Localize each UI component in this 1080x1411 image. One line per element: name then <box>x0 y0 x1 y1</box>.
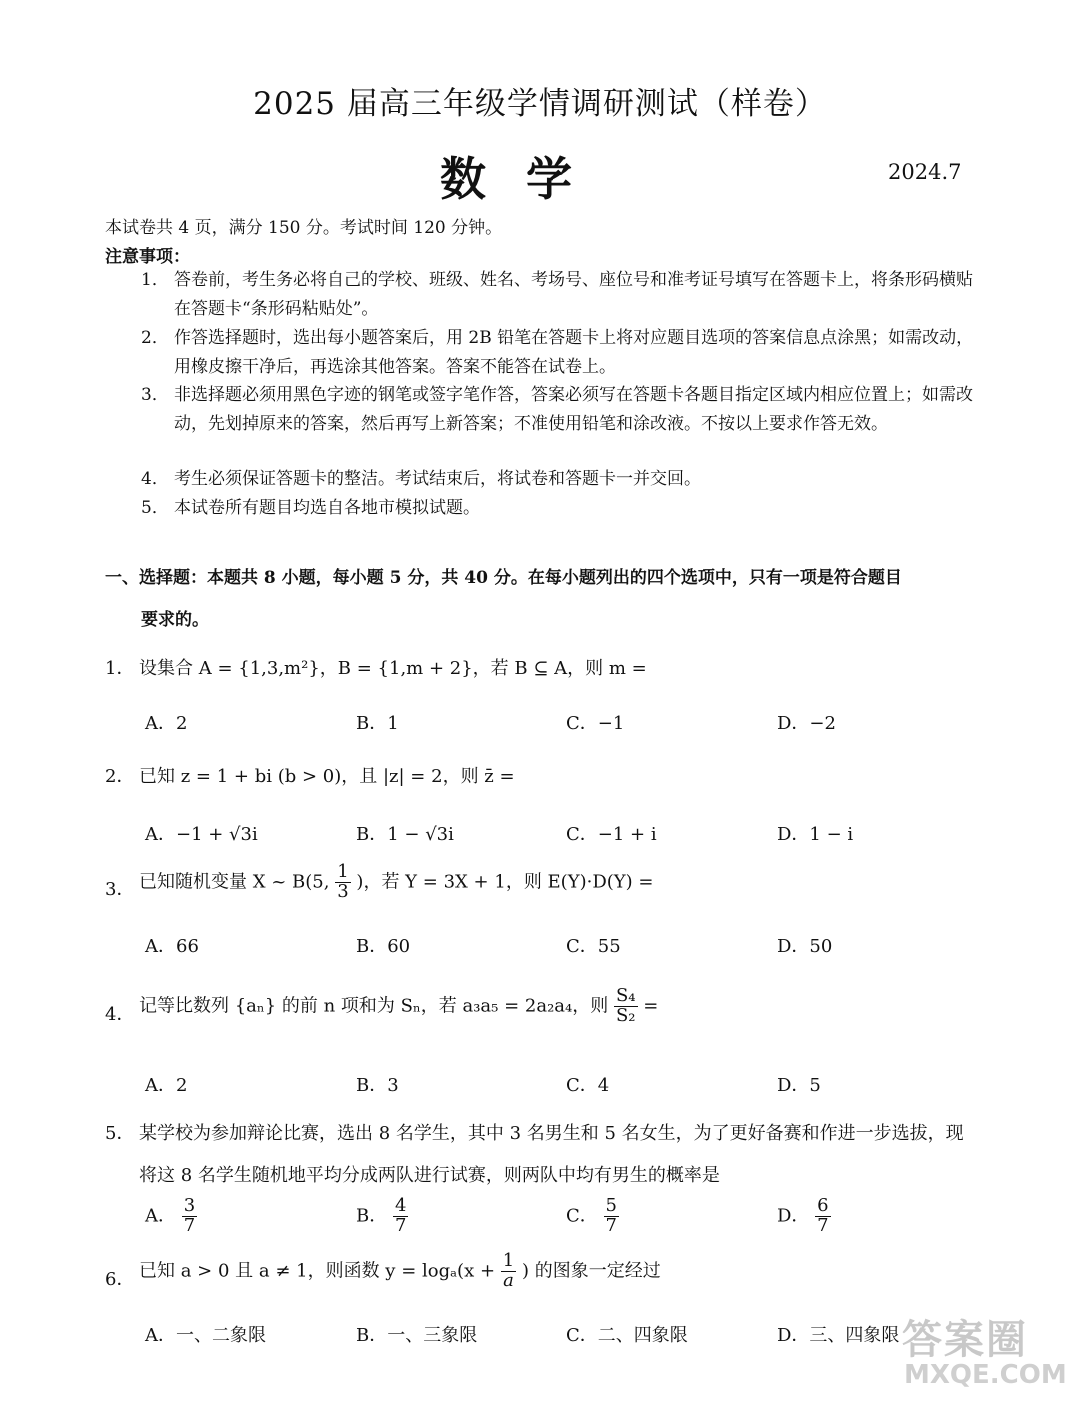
page-title: 2025 届高三年级学情调研测试（样卷） <box>253 86 827 122</box>
option-a: A．−1 + √3i <box>145 824 258 845</box>
fraction: $\frac{3}{7}$ <box>183 1195 196 1236</box>
option-a: A．2 <box>145 1075 188 1096</box>
section-heading-cont: 要求的。 <box>141 610 209 630</box>
question-stem: 某学校为参加辩论比赛，选出 8 名学生，其中 3 名男生和 5 名女生，为了更好备赛和作进一步选拔，现 <box>139 1123 964 1144</box>
notice-heading: 注意事项： <box>105 247 190 267</box>
option-b: B．1 − √3i <box>356 824 454 845</box>
fraction: $\frac{\text{S₄}}{\text{S₂}}$ <box>615 985 636 1026</box>
option-d: D．−2 <box>777 713 836 734</box>
option-b: B．60 <box>356 936 411 957</box>
option-d: D．50 <box>777 936 833 957</box>
notice-item: 3． 非选择题必须用黑色字迹的钢笔或签字笔作答，答案必须写在答题卡各题目指定区域内相应位置上；如需改动，先划掉原来的答案，然后再写上新答案；不准使用铅笔和涂改液。不按以上要求作答无效。 <box>141 385 973 434</box>
option-c: C．二、四象限 <box>566 1325 688 1346</box>
option-b: B． $\frac{4}{7}$ <box>356 1195 407 1236</box>
option-c: C．55 <box>566 936 621 957</box>
option-c: C．−1 <box>566 713 625 734</box>
fraction: $\frac{6}{7}$ <box>817 1195 829 1236</box>
option-b: B．一、三象限 <box>356 1325 478 1346</box>
subject-title: 数学 <box>440 152 612 206</box>
question-stem: 已知 z = 1 + bi (b > 0)，且 |z| = 2，则 z̄ = <box>139 766 515 787</box>
notice-item: 4． 考生必须保证答题卡的整洁。考试结束后，将试卷和答题卡一并交回。 <box>141 469 701 489</box>
option-c: C．−1 + i <box>566 824 657 845</box>
option-a: A．2 <box>145 713 188 734</box>
notice-item: 2． 作答选择题时，选出每小题答案后，用 2B 铅笔在答题卡上将对应题目选项的答案信息点涂黑；如需改动，用橡皮擦干净后，再选涂其他答案。答案不能答在试卷上。 <box>141 328 974 377</box>
question-stem-cont: 将这 8 名学生随机地平均分成两队进行试赛，则两队中均有男生的概率是 <box>139 1165 720 1186</box>
option-a: A． $\frac{3}{7}$ <box>145 1195 196 1236</box>
watermark-logo <box>902 1300 1067 1400</box>
option-d: D． $\frac{6}{7}$ <box>777 1195 829 1236</box>
option-d: D．三、四象限 <box>777 1325 900 1346</box>
watermark-text: 答案圈 <box>902 1317 1028 1363</box>
option-a: A．66 <box>145 936 199 957</box>
option-b: B．1 <box>356 713 399 734</box>
question-stem: 已知 a > 0 且 a ≠ 1，则函数 y = logₐ(x + $\frac{1}{a}$ ) 的图象一定经过 <box>139 1250 661 1291</box>
option-b: B．3 <box>356 1075 399 1096</box>
notice-item: 1． 答卷前，考生务必将自己的学校、班级、姓名、考场号、座位号和准考证号填写在答题卡上，将条形码横贴在答题卡“条形码粘贴处”。 <box>141 270 973 319</box>
exam-date: 2024.7 <box>888 160 962 184</box>
question-stem: 已知随机变量 X ~ B(5, $\frac{1}{3}$ )，若 Y = 3X + 1，则 E(Y)·D(Y) = <box>139 861 654 902</box>
option-c: C．4 <box>566 1075 610 1096</box>
fraction: $\frac{1}{3}$ <box>337 861 349 902</box>
option-d: D．5 <box>777 1075 821 1096</box>
question-stem: 设集合 A = {1,3,m²}，B = {1,m + 2}，若 B ⊆ A，则 m = <box>139 658 647 679</box>
intro-text: 本试卷共 4 页，满分 150 分。考试时间 120 分钟。 <box>105 218 503 238</box>
option-d: D．1 − i <box>777 824 854 845</box>
section-heading: 一、选择题：本题共 8 小题，每小题 5 分，共 40 分。在每小题列出的四个选项中，只有一项是符合题目 <box>105 568 902 588</box>
notice-item: 5． 本试卷所有题目均选自各地市模拟试题。 <box>141 498 480 518</box>
fraction: $\frac{5}{7}$ <box>605 1195 617 1236</box>
fraction: $\frac{4}{7}$ <box>394 1195 407 1236</box>
question-stem: 记等比数列 {aₙ} 的前 n 项和为 Sₙ，若 a₃a₅ = 2a₂a₄，则 $\frac{\text{S₄}}{\text{S₂}}$ = <box>139 985 659 1026</box>
watermark-url: MXQE.COM <box>904 1360 1067 1390</box>
fraction: $\frac{1}{a}$ <box>502 1250 515 1291</box>
option-c: C． $\frac{5}{7}$ <box>566 1195 617 1236</box>
option-a: A．一、二象限 <box>145 1325 266 1346</box>
